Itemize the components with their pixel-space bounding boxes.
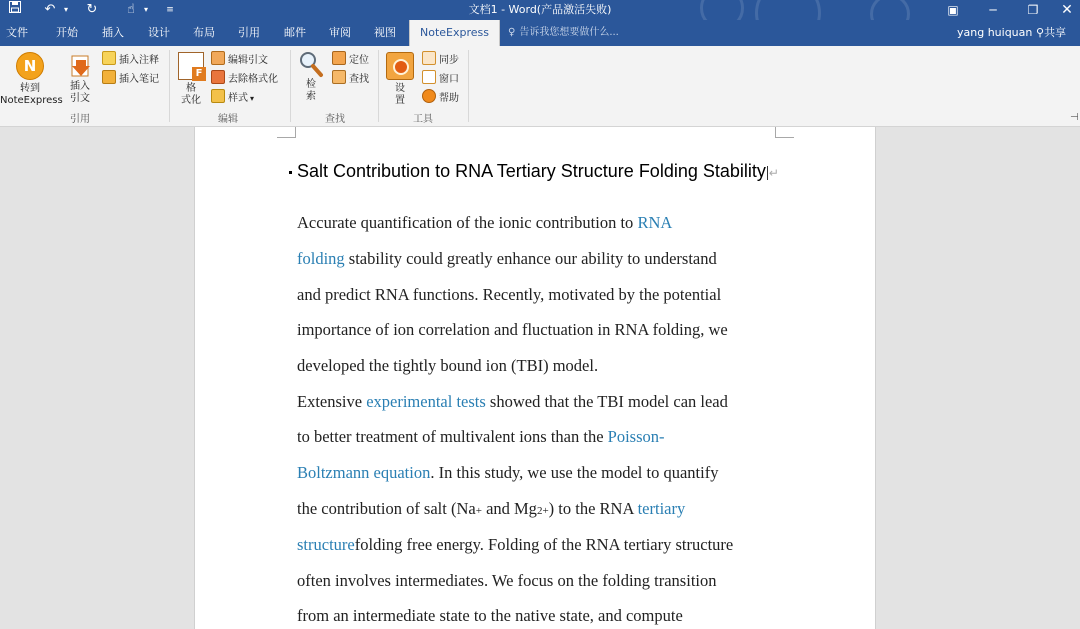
settings-label-1: 设 [395, 83, 405, 94]
tab-mailings[interactable]: 邮件 [284, 26, 306, 39]
margin-corner-mark [775, 127, 794, 138]
format-label-2: 式化 [181, 95, 201, 106]
minimize-icon[interactable]: ─ [989, 3, 997, 17]
user-name[interactable]: yang huiquan [957, 26, 1033, 39]
insert-citation-label-1: 插入 [70, 81, 90, 92]
search-label-2: 索 [306, 91, 316, 102]
paragraph-end-mark: ↵ [768, 166, 779, 180]
touch-mode-icon[interactable]: ☝ [127, 2, 135, 17]
format-label-1: 格 [186, 83, 196, 94]
goto-noteexpress-button[interactable] [0, 50, 63, 107]
edit-citation-button[interactable] [211, 51, 268, 67]
group-separator [169, 50, 170, 122]
settings-label-2: 置 [395, 95, 405, 106]
tell-me-search[interactable] [508, 20, 619, 46]
group-label-find: 查找 [325, 114, 345, 125]
insert-citation-label-2: 引文 [70, 93, 90, 104]
group-label-edit: 编辑 [218, 114, 238, 125]
tab-design[interactable]: 设计 [148, 26, 170, 39]
document-title: 文档1 - Word(产品激活失败) [468, 3, 612, 16]
text-run: Extensive [297, 392, 367, 411]
text-run: from an intermediate state to the native state, and compute [297, 606, 683, 625]
insert-memo-label: 插入笔记 [119, 74, 159, 85]
text-run: developed the tightly bound ion (TBI) model. [297, 356, 599, 375]
hyperlink[interactable]: RNA [637, 213, 673, 232]
share-label: 共享 [1044, 26, 1067, 39]
goto-label-1: 转到 [20, 83, 40, 94]
window-button[interactable] [422, 70, 459, 86]
text-line[interactable] [297, 571, 797, 591]
edit-citation-icon [211, 51, 225, 65]
tab-file[interactable]: 文件 [6, 26, 28, 39]
pencil-icon [102, 70, 116, 84]
close-icon[interactable]: ✕ [1061, 2, 1073, 18]
text-line[interactable] [297, 463, 797, 483]
customize-qat-icon[interactable]: ≡ [166, 5, 174, 15]
person-icon: ⚲ [1036, 26, 1045, 39]
sync-button[interactable] [422, 51, 459, 67]
text-line[interactable] [297, 606, 797, 626]
sync-icon [422, 51, 436, 65]
hyperlink[interactable]: experimental tests [366, 392, 486, 411]
title-bar [0, 0, 1080, 20]
remove-format-icon [211, 70, 225, 84]
lightbulb-icon: ♀ [508, 27, 516, 38]
help-label: 帮助 [439, 93, 459, 104]
group-separator [378, 50, 379, 122]
restore-icon[interactable]: ❐ [1027, 3, 1039, 17]
text-line[interactable] [297, 356, 797, 376]
insert-note-button[interactable] [102, 51, 159, 67]
help-icon [422, 89, 436, 103]
noteexpress-logo-icon: N [16, 52, 44, 80]
help-button[interactable] [422, 89, 459, 105]
text-line[interactable] [297, 427, 797, 447]
tab-review[interactable]: 审阅 [329, 26, 351, 39]
search-button[interactable] [297, 50, 325, 103]
paragraph-mark [289, 171, 292, 174]
text-run: the contribution of salt (Na [297, 499, 476, 518]
remove-format-button[interactable] [211, 70, 278, 86]
tab-noteexpress[interactable]: NoteExpress [409, 20, 500, 46]
format-icon: F [178, 52, 204, 80]
sync-label: 同步 [439, 55, 459, 66]
hyperlink[interactable]: tertiary [637, 499, 686, 518]
style-dropdown-button[interactable] [211, 89, 254, 105]
insert-citation-button[interactable] [64, 50, 96, 105]
ribbon [0, 46, 1080, 127]
locate-button[interactable] [332, 51, 369, 67]
hyperlink[interactable]: folding [297, 249, 345, 268]
text-run: stability could greatly enhance our ability to understand [344, 249, 717, 268]
tab-home[interactable]: 开始 [56, 26, 78, 39]
text-line[interactable] [297, 392, 797, 412]
text-run: Accurate quantification of the ionic contribution to [297, 213, 638, 232]
find-icon [332, 70, 346, 84]
text-run: and Mg [481, 499, 537, 518]
tell-me-text: 告诉我您想要做什么... [519, 27, 619, 38]
locate-label: 定位 [349, 55, 369, 66]
edit-citation-label: 编辑引文 [228, 55, 268, 66]
text-line[interactable] [297, 285, 797, 305]
undo-icon[interactable]: ↶ [44, 2, 56, 17]
text-line[interactable] [297, 213, 797, 233]
text-run: often involves intermediates. We focus on the folding transition [297, 571, 717, 590]
tab-references[interactable]: 引用 [238, 26, 260, 39]
group-separator [468, 50, 469, 122]
hyperlink[interactable]: structure [297, 535, 355, 554]
tab-insert[interactable]: 插入 [102, 26, 124, 39]
undo-dropdown-icon[interactable]: ▾ [63, 5, 68, 14]
text-run: ) to the RNA [548, 499, 638, 518]
group-label-tools: 工具 [413, 114, 433, 125]
ribbon-tab-bar [0, 20, 1080, 46]
text-run: to better treatment of multivalent ions than the [297, 427, 608, 446]
insert-note-label: 插入注释 [119, 55, 159, 66]
insert-memo-button[interactable] [102, 70, 159, 86]
style-label: 样式 [228, 93, 248, 104]
redo-icon[interactable]: ↻ [86, 2, 98, 17]
window-icon [422, 70, 436, 84]
find-button[interactable] [332, 70, 369, 86]
magnifier-icon [298, 50, 324, 78]
text-line[interactable] [297, 320, 797, 340]
tab-view[interactable]: 视图 [374, 26, 396, 39]
pin-ribbon-icon[interactable]: ⊣ [1070, 112, 1079, 123]
style-icon [211, 89, 225, 103]
insert-citation-icon [70, 52, 90, 78]
text-line[interactable] [297, 535, 797, 555]
text-run: and predict RNA functions. Recently, motivated by the potential [297, 285, 722, 304]
ribbon-display-options-icon[interactable]: ▣ [947, 3, 959, 17]
text-line[interactable] [297, 249, 797, 269]
settings-button[interactable] [385, 50, 415, 107]
document-heading[interactable] [297, 161, 779, 182]
touch-dropdown-icon[interactable]: ▾ [143, 5, 148, 14]
find-label: 查找 [349, 74, 369, 85]
goto-label-2: NoteExpress [0, 95, 63, 106]
text-line[interactable] [297, 499, 797, 519]
heading-text: Salt Contribution to RNA Tertiary Structure Folding Stability [297, 161, 766, 181]
locate-icon [332, 51, 346, 65]
tab-layout[interactable]: 布局 [193, 26, 215, 39]
search-label-1: 检 [306, 79, 316, 90]
hyperlink[interactable]: Boltzmann equation [297, 463, 431, 482]
group-label-cite: 引用 [70, 114, 90, 125]
note-icon [102, 51, 116, 65]
text-run: folding free energy. Folding of the RNA tertiary structure [354, 535, 734, 554]
hyperlink[interactable]: Poisson- [607, 427, 665, 446]
text-run: importance of ion correlation and fluctuation in RNA folding, we [297, 320, 728, 339]
document-page[interactable] [194, 127, 876, 629]
group-separator [290, 50, 291, 122]
text-run: . In this study, we use the model to quantify [430, 463, 719, 482]
share-button[interactable] [1036, 20, 1066, 46]
charge-superscript: + [475, 505, 482, 517]
window-label: 窗口 [439, 74, 459, 85]
chevron-down-icon: ▾ [250, 94, 255, 103]
format-button[interactable] [176, 50, 206, 107]
remove-format-label: 去除格式化 [228, 74, 278, 85]
text-run: showed that the TBI model can lead [485, 392, 728, 411]
charge-superscript: 2+ [536, 505, 549, 517]
gear-icon [386, 52, 414, 80]
margin-corner-mark [277, 127, 296, 138]
